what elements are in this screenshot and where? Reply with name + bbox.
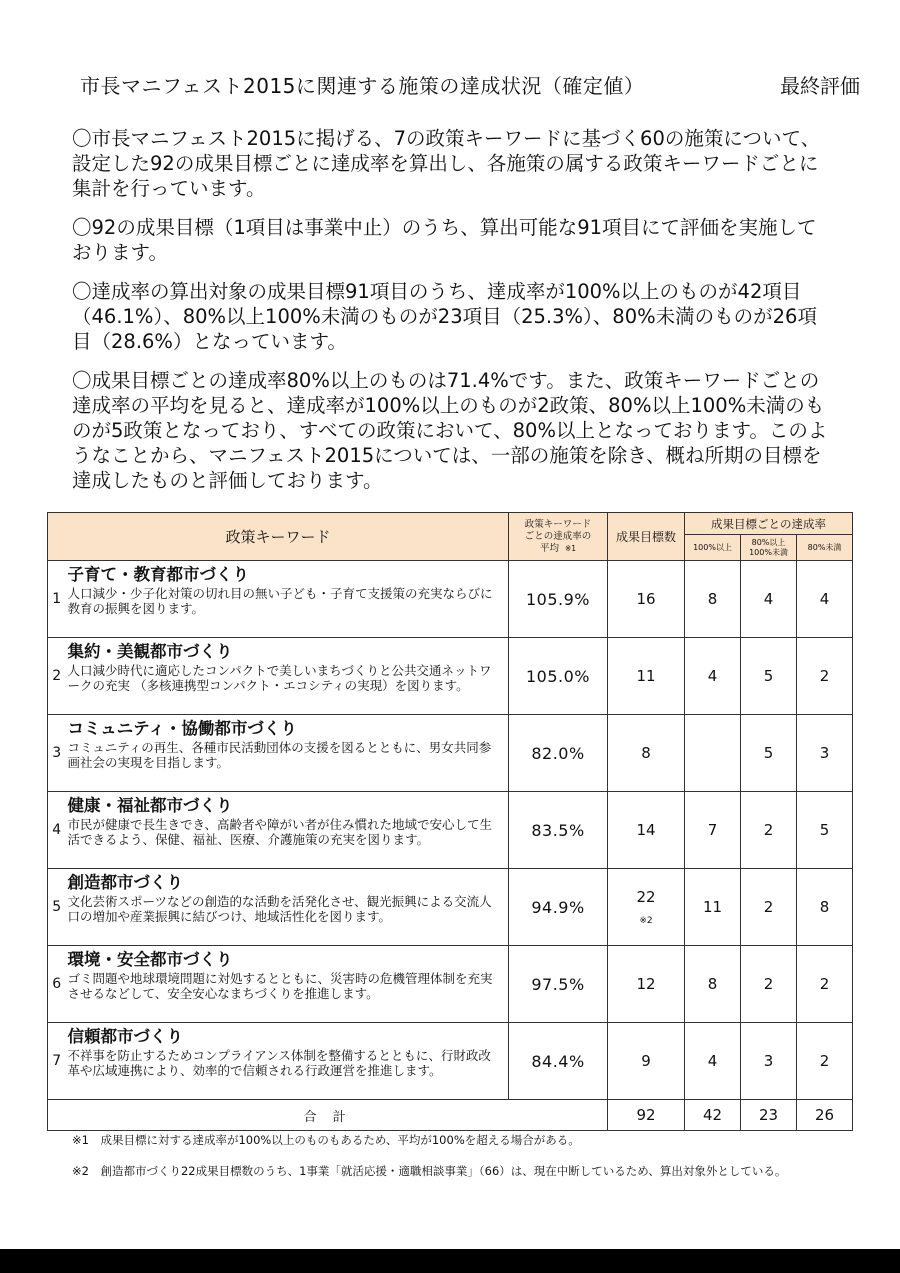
- policy-keyword: 集約・美観都市づくり: [67, 642, 233, 661]
- evaluation-label: 最終評価: [780, 74, 860, 98]
- goal-count-note: ※2: [639, 916, 653, 926]
- count-over100: 8: [685, 946, 741, 1023]
- paragraph-1: 〇市長マニフェスト2015に掲げる、7の政策キーワードに基づく60の施策について、設定した92の成果目標ごとに達成率を算出し、各施策の属する政策キーワードごとに集計を行っています。: [72, 127, 821, 200]
- policy-description: 文化芸術スポーツなどの創造的な活動を活発化させ、観光振興による交流人口の増加や産業振興に結びつけ、地域活性化を図ります。: [67, 894, 492, 924]
- goal-count-cell: [608, 869, 685, 946]
- policy-keyword: 環境・安全都市づくり: [67, 950, 233, 969]
- policy-keyword: 創造都市づくり: [67, 873, 183, 892]
- count-under80: 2: [797, 638, 853, 715]
- total-row: [48, 1100, 853, 1131]
- table-row: [48, 869, 853, 946]
- average-rate: 82.0%: [509, 715, 608, 792]
- policy-description: 人口減少時代に適応したコンパクトで美しいまちづくりと公共交通ネットワークの充実 （多核連携型コンパクト・エコシティの実現）を図ります。: [67, 663, 492, 693]
- row-number: 7: [48, 1023, 66, 1100]
- count-over100: 4: [685, 1023, 741, 1100]
- goal-count: 12: [636, 975, 656, 993]
- count-80to100: 5: [741, 638, 797, 715]
- goal-count-cell: [608, 638, 685, 715]
- paragraph-4: 〇成果目標ごとの達成率80%以上のものは71.4%です。また、政策キーワードごとの達成率の平均を見ると、達成率が100%以上のものが2政策、80%以上100%未満のものが5政策となっており、すべての政策において、80%以上となっております。このようなことから、マニフェスト2015については、一部の施策を除き、概ね所期の目標を達成したものと評価しております。: [72, 369, 828, 492]
- title-row: [80, 70, 860, 102]
- count-under80: 4: [797, 561, 853, 638]
- count-80to100: 5: [741, 715, 797, 792]
- count-over100: 7: [685, 792, 741, 869]
- count-over100: 8: [685, 561, 741, 638]
- policy-description: コミュニティの再生、各種市民活動団体の支援を図るとともに、男女共同参画社会の実現を目指します。: [67, 740, 492, 770]
- average-rate: 105.9%: [509, 561, 608, 638]
- footnote-1: ※1 成果目標に対する達成率が100%以上のものもあるため、平均が100%を超える場合がある。: [72, 1133, 580, 1147]
- average-rate: 83.5%: [509, 792, 608, 869]
- goal-count: 8: [641, 744, 651, 762]
- policy-keyword: 信頼都市づくり: [67, 1027, 183, 1046]
- header-average-mark: ※1: [565, 543, 577, 553]
- header-80to100-line2: 100%未満: [749, 547, 788, 557]
- table-row: [48, 715, 853, 792]
- average-rate: 84.4%: [509, 1023, 608, 1100]
- average-rate: 105.0%: [509, 638, 608, 715]
- table-row: [48, 792, 853, 869]
- footnotes: [72, 1133, 786, 1195]
- summary-text: [72, 126, 832, 507]
- goal-count-cell: [608, 561, 685, 638]
- goal-count-cell: [608, 715, 685, 792]
- header-average-line2: ごとの達成率の: [524, 530, 592, 542]
- header-count: 成果目標数: [608, 513, 685, 561]
- policy-cell: [66, 869, 509, 946]
- row-number: 5: [48, 869, 66, 946]
- policy-cell: [66, 715, 509, 792]
- header-80to100: [741, 535, 797, 561]
- header-average-text: 平均: [539, 542, 559, 554]
- average-rate: 94.9%: [509, 869, 608, 946]
- count-under80: 3: [797, 715, 853, 792]
- header-average-line1: 政策キーワード: [524, 518, 592, 530]
- policy-cell: [66, 792, 509, 869]
- count-80to100: 3: [741, 1023, 797, 1100]
- policy-description: ゴミ問題や地球環境問題に対処するとともに、災害時の危機管理体制を充実させるなどして、安全安心なまちづくりを推進します。: [67, 971, 493, 1001]
- header-average: [509, 513, 608, 561]
- total-under80: 26: [797, 1100, 853, 1131]
- row-number: 2: [48, 638, 66, 715]
- count-80to100: 2: [741, 792, 797, 869]
- goal-count: 22: [636, 888, 656, 906]
- goal-count-cell: [608, 946, 685, 1023]
- count-80to100: 4: [741, 561, 797, 638]
- table-row: [48, 1023, 853, 1100]
- policy-keyword: 子育て・教育都市づくり: [67, 565, 249, 584]
- header-80to100-line1: 80%以上: [751, 537, 786, 547]
- row-number: 3: [48, 715, 66, 792]
- count-under80: 2: [797, 946, 853, 1023]
- header-rate-group: 成果目標ごとの達成率: [685, 513, 853, 535]
- row-number: 4: [48, 792, 66, 869]
- achievement-table: [47, 512, 853, 1131]
- count-over100: 4: [685, 638, 741, 715]
- table-row: [48, 561, 853, 638]
- total-80to100: 23: [741, 1100, 797, 1131]
- table-row: [48, 638, 853, 715]
- total-label: 合 計: [48, 1100, 608, 1131]
- goal-count: 11: [636, 667, 656, 685]
- count-under80: 5: [797, 792, 853, 869]
- goal-count: 16: [636, 590, 656, 608]
- policy-keyword: 健康・福祉都市づくり: [67, 796, 233, 815]
- header-under80: 80%未満: [797, 535, 853, 561]
- policy-description: 市民が健康で長生きでき、高齢者や障がい者が住み慣れた地域で安心して生活できるよう、保健、福祉、医療、介護施策の充実を図ります。: [67, 817, 493, 847]
- paragraph-2: 〇92の成果目標（1項目は事業中止）のうち、算出可能な91項目にて評価を実施しております。: [72, 216, 817, 264]
- goal-count-cell: [608, 1023, 685, 1100]
- policy-description: 不祥事を防止するためコンプライアンス体制を整備するとともに、行財政改革や広域連携により、効率的で信頼される行政運営を推進します。: [67, 1048, 491, 1078]
- table-row: [48, 946, 853, 1023]
- count-under80: 2: [797, 1023, 853, 1100]
- policy-description: 人口減少・少子化対策の切れ目の無い子ども・子育て支援策の充実ならびに教育の振興を図ります。: [67, 586, 493, 616]
- count-80to100: 2: [741, 946, 797, 1023]
- header-over100: 100%以上: [685, 535, 741, 561]
- page-title: 市長マニフェスト2015に関連する施策の達成状況（確定値）: [80, 74, 645, 98]
- total-count: 92: [608, 1100, 685, 1131]
- header-average-line3: [509, 543, 607, 555]
- total-over100: 42: [685, 1100, 741, 1131]
- paragraph-3: 〇達成率の算出対象の成果目標91項目のうち、達成率が100%以上のものが42項目（46.1%）、80%以上100%未満のものが23項目（25.3%）、80%未満のものが26項目（28.6%）となっています。: [72, 280, 817, 353]
- policy-cell: [66, 638, 509, 715]
- policy-cell: [66, 1023, 509, 1100]
- policy-keyword: コミュニティ・協働都市づくり: [67, 719, 297, 738]
- goal-count: 14: [636, 821, 656, 839]
- goal-count-cell: [608, 792, 685, 869]
- count-over100: [685, 715, 741, 792]
- average-rate: 97.5%: [509, 946, 608, 1023]
- footnote-2: ※2 創造都市づくり22成果目標数のうち、1事業「就活応援・適職相談事業」（66）は、現在中断しているため、算出対象外としている。: [72, 1164, 787, 1178]
- goal-count: 9: [641, 1052, 651, 1070]
- footer-bar: [0, 1249, 900, 1273]
- policy-cell: [66, 561, 509, 638]
- row-number: 6: [48, 946, 66, 1023]
- row-number: 1: [48, 561, 66, 638]
- count-under80: 8: [797, 869, 853, 946]
- count-over100: 11: [685, 869, 741, 946]
- policy-cell: [66, 946, 509, 1023]
- count-80to100: 2: [741, 869, 797, 946]
- header-keyword: 政策キーワード: [48, 513, 509, 561]
